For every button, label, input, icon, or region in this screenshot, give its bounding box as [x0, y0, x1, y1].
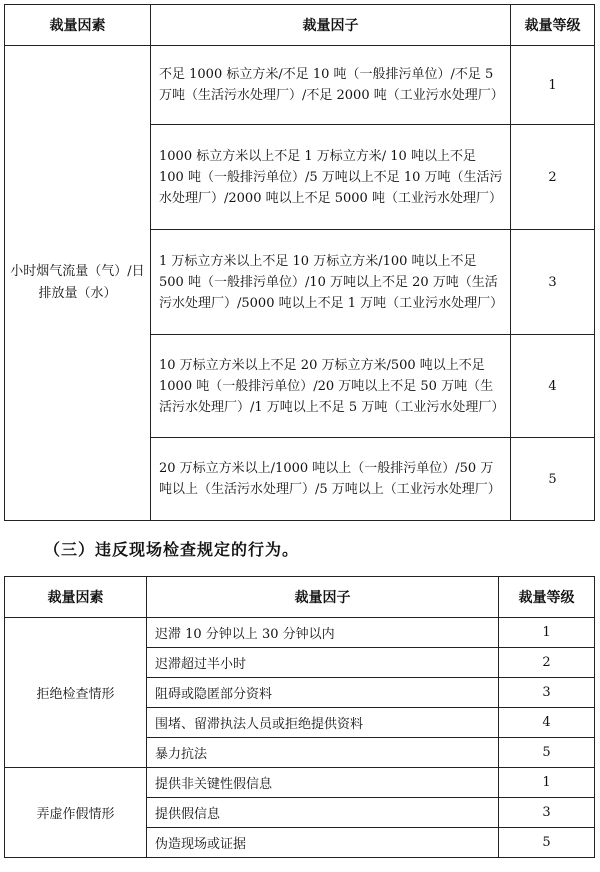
level-cell: 3	[499, 798, 595, 828]
criteria-cell: 1 万标立方米以上不足 10 万标立方米/100 吨以上不足 500 吨（一般排污单位）/10 万吨以上不足 20 万吨（生活污水处理厂）/5000 吨以上不足 1 万吨（工业污水处理厂）	[151, 230, 511, 335]
level-cell: 4	[511, 335, 595, 438]
level-cell: 5	[511, 438, 595, 521]
level-cell: 5	[499, 828, 595, 858]
criteria-cell: 不足 1000 标立方米/不足 10 吨（一般排污单位）/不足 5 万吨（生活污水处理厂）/不足 2000 吨（工业污水处理厂）	[151, 46, 511, 125]
level-cell: 5	[499, 738, 595, 768]
level-cell: 1	[499, 768, 595, 798]
table-row	[5, 46, 595, 125]
header-level: 裁量等级	[499, 577, 595, 618]
factor-cell: 拒绝检查情形	[5, 618, 147, 768]
factor-cell: 弄虚作假情形	[5, 768, 147, 858]
criteria-cell: 提供假信息	[147, 798, 499, 828]
criteria-cell: 20 万标立方米以上/1000 吨以上（一般排污单位）/50 万吨以上（生活污水处理厂）/5 万吨以上（工业污水处理厂）	[151, 438, 511, 521]
criteria-cell: 迟滞超过半小时	[147, 648, 499, 678]
criteria-cell: 提供非关键性假信息	[147, 768, 499, 798]
table-row	[5, 768, 595, 798]
discretion-table-emission	[4, 4, 595, 521]
level-cell: 1	[499, 618, 595, 648]
criteria-cell: 伪造现场或证据	[147, 828, 499, 858]
header-factor: 裁量因素	[5, 577, 147, 618]
header-factor: 裁量因素	[5, 5, 151, 46]
level-cell: 3	[499, 678, 595, 708]
criteria-cell: 10 万标立方米以上不足 20 万标立方米/500 吨以上不足 1000 吨（一般排污单位）/20 万吨以上不足 50 万吨（生活污水处理厂）/1 万吨以上不足 5 万吨（工业污水处理厂）	[151, 335, 511, 438]
criteria-cell: 1000 标立方米以上不足 1 万标立方米/ 10 吨以上不足 100 吨（一般排污单位）/5 万吨以上不足 10 万吨（生活污水处理厂）/2000 吨以上不足 5000 吨（工业污水处理厂）	[151, 125, 511, 230]
criteria-cell: 迟滞 10 分钟以上 30 分钟以内	[147, 618, 499, 648]
factor-cell: 小时烟气流量（气）/日排放量（水）	[5, 46, 151, 521]
criteria-cell: 围堵、留滞执法人员或拒绝提供资料	[147, 708, 499, 738]
table-row	[5, 618, 595, 648]
header-criteria: 裁量因子	[151, 5, 511, 46]
table-header-row	[5, 577, 595, 618]
criteria-cell: 暴力抗法	[147, 738, 499, 768]
level-cell: 2	[499, 648, 595, 678]
level-cell: 2	[511, 125, 595, 230]
header-criteria: 裁量因子	[147, 577, 499, 618]
discretion-table-inspection	[4, 576, 595, 858]
table-header-row	[5, 5, 595, 46]
header-level: 裁量等级	[511, 5, 595, 46]
level-cell: 1	[511, 46, 595, 125]
section-heading: （三）违反现场检查规定的行为。	[44, 540, 300, 559]
level-cell: 3	[511, 230, 595, 335]
criteria-cell: 阻碍或隐匿部分资料	[147, 678, 499, 708]
level-cell: 4	[499, 708, 595, 738]
